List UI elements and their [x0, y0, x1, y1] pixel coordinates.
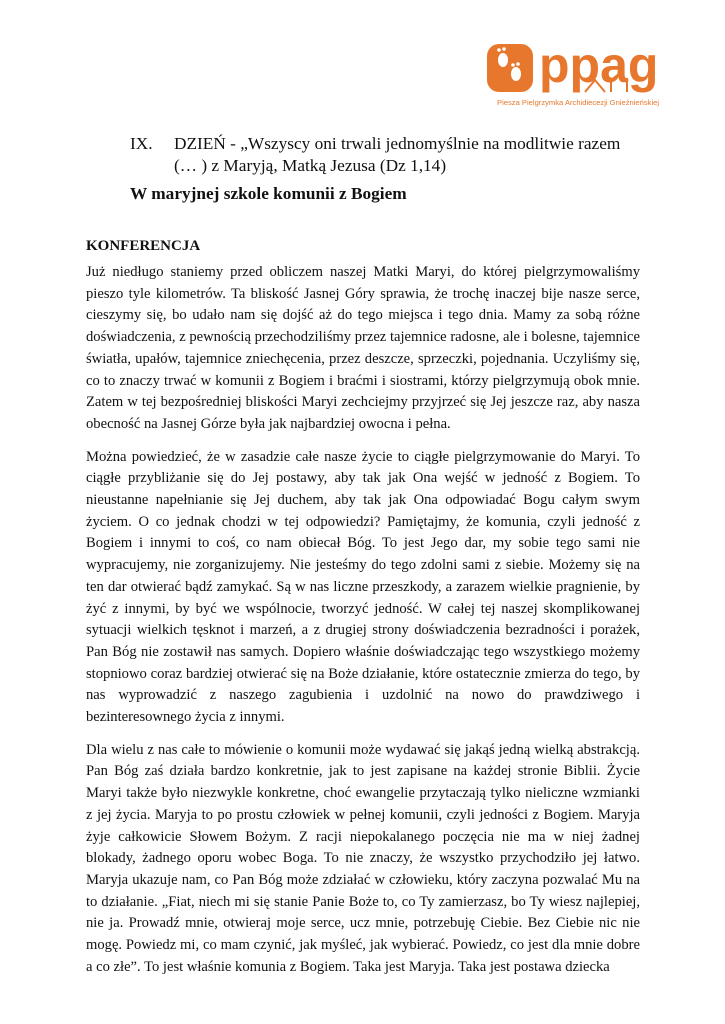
paragraph-2: Można powiedzieć, że w zasadzie całe nasze życie to ciągłe pielgrzymowanie do Maryi. To ciągłe przybliżanie się do Jej postawy, aby tak jak Ona wejść w jedność z Bogiem. To nieustanne napełnianie się Jej duchem, aby tak jak Ona odpowiadać Bogu całym swym życiem. O co jednak chodzi w tej odpowiedzi? Pamiętajmy, że komunia, czyli jedność z Bogiem i innymi to coś, co nam obiecał Bóg. To jest Jego dar, my sobie tego sami nie wypracujemy, nie zorganizujemy. Nie jesteśmy do tego zdolni sami z siebie. Możemy się na ten dar otwierać bądź zamykać. Są w nas liczne przeszkody, a zarazem wielkie pragnienie, by żyć z innymi, by być we wspólnocie, tworzyć jedność. W całej tej naszej skomplikowanej sytuacji wielkich tęsknot i marzeń, a z drugiej strony doświadczenia bezradności i porażek, Pan Bóg nie zostawił nas samych. Dopiero właśnie doświadczając tego wszystkiego możemy stopniowo coraz bardziej otwierać się na Boże działanie, które ostatecznie zmierza do tego, by nas wyprowadzić z naszego zagubienia i uzdolnić na nowo do prawdziwego i bezinteresownego życia z innymi.	[86, 448, 640, 726]
logo-emblem	[487, 44, 533, 92]
page-subtitle: W maryjnej szkole komunii z Bogiem	[130, 184, 407, 203]
paragraph-3: Dla wielu z nas całe to mówienie o komunii może wydawać się jakąś jedną wielką abstrakcją. Pan Bóg zaś działa bardzo konkretnie, jak to jest zapisane na każdej stronie Biblii. Życie Maryi także było niezwykle konkretne, choć ewangelie przytaczają tylko nieliczne wzmianki z jej życia. Maryja to po prostu człowiek w pełnej komunii, czyli jedności z Bogiem. Maryja żyje całkowicie Słowem Bożym. Z racji niepokalanego poczęcia nie ma w niej żadnej blokady, żadnego oporu wobec Boga. To nie znaczy, że wszystko przychodziło jej łatwo. Maryja ukazuje nam, co Pan Bóg może zdziałać w człowieku, który zaczyna pozwalać Mu na to działanie. „Fiat, niech mi się stanie Panie Boże to, co Ty zamierzasz, bo Ty wiesz najlepiej, nie ja. Prowadź mnie, otwieraj moje serce, ucz mnie, potrzebuję Ciebie. Bez Ciebie nic nie mogę. Powiedz mi, co mam czynić, jak myśleć, jak wybierać. Powiedz, co jest dla mnie dobre a co złe”. To jest właśnie komunia z Bogiem. Taka jest Maryja. Taka jest postawa dziecka	[86, 741, 640, 975]
day-title-line2: (… ) z Maryją, Matką Jezusa (Dz 1,14)	[174, 156, 447, 175]
day-number: IX.	[130, 134, 153, 153]
footprint-icon	[498, 53, 508, 67]
conference-text	[86, 262, 640, 990]
footprint-icon-2	[511, 67, 521, 81]
ppag-logo-graphic	[485, 36, 675, 98]
section-title: KONFERENCJA	[86, 238, 201, 254]
ppag-logo	[485, 36, 685, 112]
logo-wordmark: ppag	[539, 37, 659, 93]
logo-subtitle: Piesza Pielgrzymka Archidiecezji Gnieźnieńskiej	[497, 98, 660, 107]
day-title-line1: DZIEŃ - „Wszyscy oni trwali jednomyślnie na modlitwie razem	[174, 134, 621, 153]
paragraph-1: Już niedługo staniemy przed obliczem naszej Matki Maryi, do której pielgrzymowaliśmy pieszo tyle kilometrów. Ta bliskość Jasnej Góry sprawia, że trochę inaczej bije nasze serce, cieszymy się, bo udało nam się dojść aż do tego miejsca i tego dnia. Mamy za sobą różne doświadczenia, z pewnością przechodziliśmy przez tajemnice radosne, ale i bolesne, tajemnice światła, upałów, tajemnice zniechęcenia, przez deszcze, sprzeczki, pojednania. Uczyliśmy się, co to znaczy trwać w komunii z Bogiem i braćmi i siostrami, którzy pielgrzymują obok mnie. Zatem w tej bezpośredniej bliskości Maryi zechciejmy przyjrzeć się Jej jeszcze raz, aby nasza obecność na Jasnej Górze była jak najbardziej owocna i pełna.	[86, 264, 640, 432]
day-heading	[130, 133, 650, 177]
